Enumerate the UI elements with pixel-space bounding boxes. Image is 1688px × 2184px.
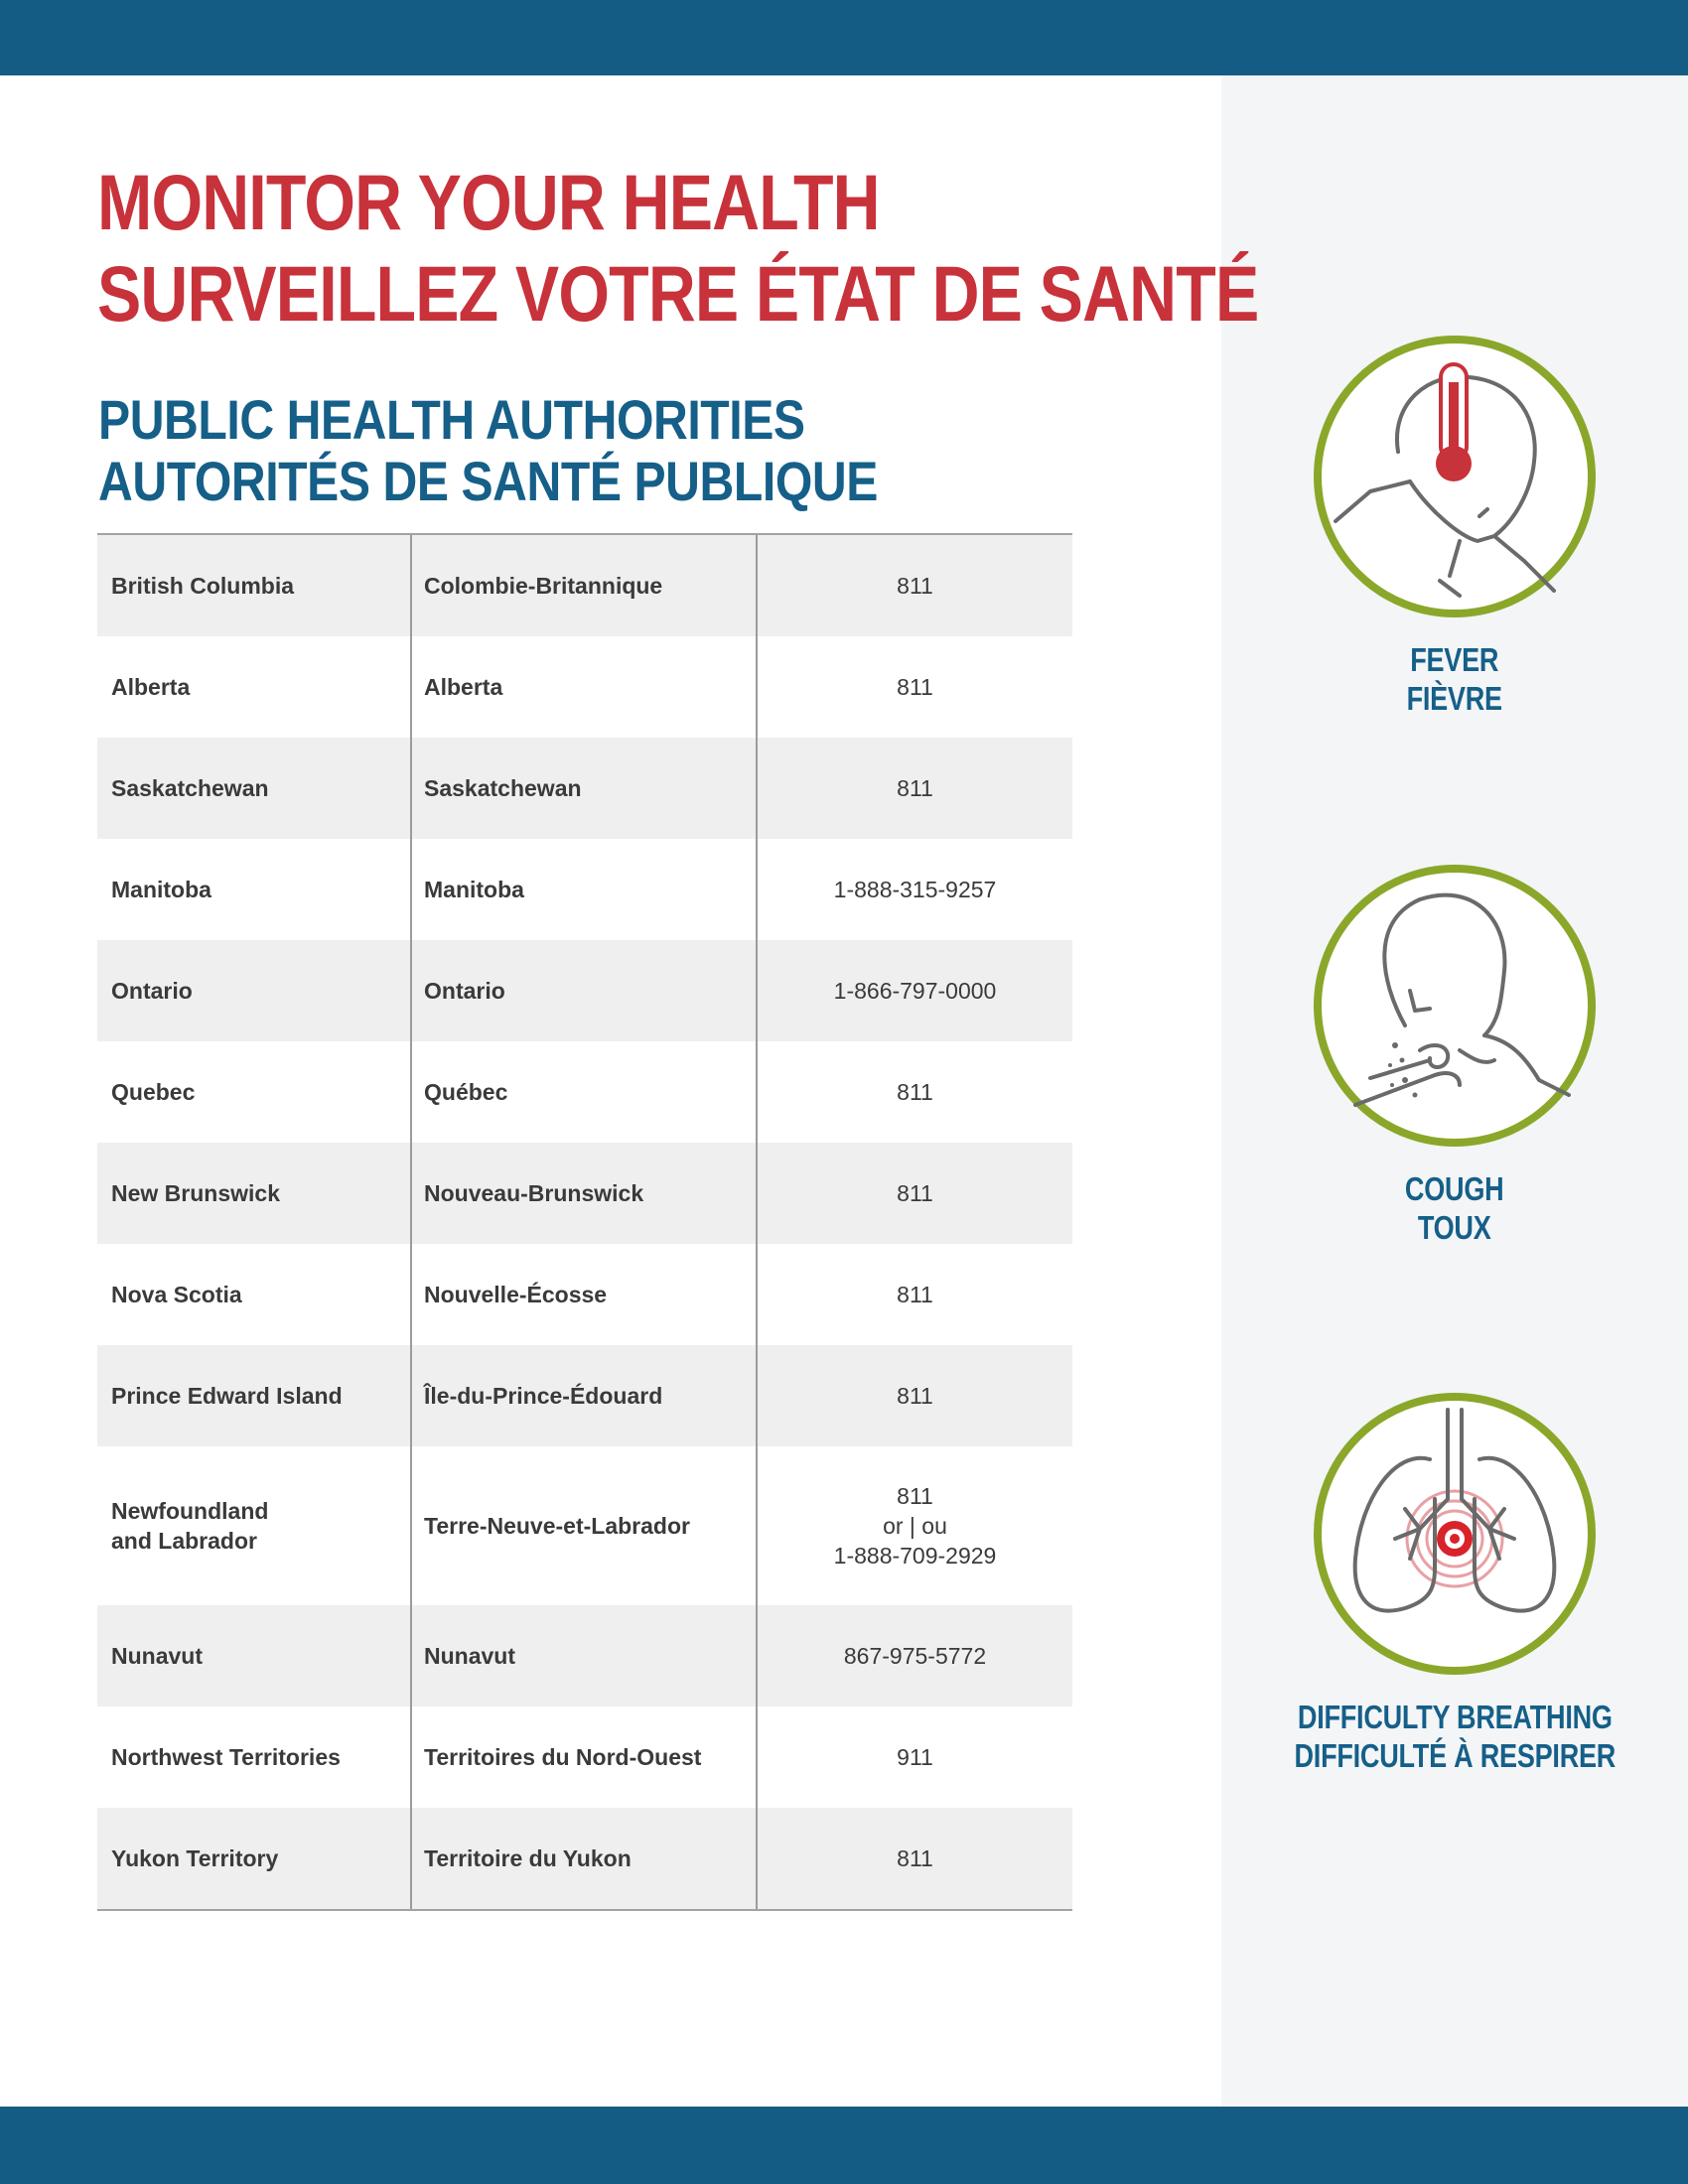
province-fr: Québec <box>410 1041 756 1143</box>
phone-number: 911 <box>756 1706 1072 1808</box>
province-fr: Nunavut <box>410 1605 756 1706</box>
province-en: New Brunswick <box>111 1180 280 1206</box>
province-en: Northwest Territories <box>111 1744 341 1770</box>
phone-number: 811 <box>756 738 1072 839</box>
phone-number <box>756 1446 1072 1605</box>
table-row <box>97 1143 1072 1244</box>
province-fr: Colombie-Britannique <box>410 535 756 636</box>
symptom-breathing <box>1294 1390 1616 1775</box>
table-row <box>97 1706 1072 1808</box>
phone-alt: 1-888-709-2929 <box>833 1543 997 1569</box>
top-bar <box>0 0 1688 75</box>
province-en: Saskatchewan <box>111 775 269 801</box>
province-fr: Alberta <box>410 636 756 738</box>
table-row <box>97 940 1072 1041</box>
province-fr: Nouvelle-Écosse <box>410 1244 756 1345</box>
section-heading-en: PUBLIC HEALTH AUTHORITIES <box>98 388 805 451</box>
page-title-en: MONITOR YOUR HEALTH <box>97 158 880 246</box>
province-fr: Ontario <box>410 940 756 1041</box>
page-title-fr: SURVEILLEZ VOTRE ÉTAT DE SANTÉ <box>97 249 1259 338</box>
table-row <box>97 738 1072 839</box>
province-en: British Columbia <box>111 573 295 599</box>
symptom-fever <box>1311 333 1599 718</box>
symptom-label: FEVER FIÈVRE <box>1406 641 1503 717</box>
phone-number: 1-866-797-0000 <box>756 940 1072 1041</box>
table-row <box>97 1446 1072 1605</box>
table-row <box>97 1244 1072 1345</box>
section-heading-fr: AUTORITÉS DE SANTÉ PUBLIQUE <box>98 450 878 512</box>
table-row <box>97 1808 1072 1909</box>
lungs-icon <box>1311 1390 1599 1678</box>
province-en: Nunavut <box>111 1643 203 1669</box>
province-fr: Manitoba <box>410 839 756 940</box>
phone-number: 811 <box>756 1808 1072 1909</box>
table-row <box>97 535 1072 636</box>
province-en: Yukon Territory <box>111 1845 279 1871</box>
symptom-label: DIFFICULTY BREATHING DIFFICULTÉ À RESPIRER <box>1294 1699 1616 1774</box>
fever-icon <box>1311 333 1599 620</box>
province-en: Alberta <box>111 674 191 700</box>
section-heading <box>98 389 878 512</box>
province-en: Prince Edward Island <box>111 1383 343 1409</box>
province-fr: Territoire du Yukon <box>410 1808 756 1909</box>
table-row <box>97 636 1072 738</box>
table-row <box>97 839 1072 940</box>
phone-number: 811 <box>756 1244 1072 1345</box>
table-row <box>97 1345 1072 1446</box>
province-fr: Île-du-Prince-Édouard <box>410 1345 756 1446</box>
province-en: Quebec <box>111 1079 196 1105</box>
province-fr: Nouveau-Brunswick <box>410 1143 756 1244</box>
phone-number: 811 <box>756 636 1072 738</box>
symptom-cough <box>1311 862 1599 1247</box>
table-row <box>97 1041 1072 1143</box>
phone-primary: 811 <box>897 1483 933 1509</box>
province-fr: Terre-Neuve-et-Labrador <box>410 1446 756 1605</box>
phone-number: 811 <box>756 1345 1072 1446</box>
province-en: Nova Scotia <box>111 1282 242 1307</box>
province-fr: Saskatchewan <box>410 738 756 839</box>
province-fr: Territoires du Nord-Ouest <box>410 1706 756 1808</box>
bottom-bar <box>0 2107 1688 2184</box>
province-en: Manitoba <box>111 877 211 902</box>
phone-or: or | ou <box>883 1513 947 1539</box>
phone-number: 811 <box>756 1041 1072 1143</box>
phone-number: 811 <box>756 535 1072 636</box>
phone-number: 1-888-315-9257 <box>756 839 1072 940</box>
phone-number: 867-975-5772 <box>756 1605 1072 1706</box>
province-en: Newfoundland and Labrador <box>111 1498 269 1554</box>
authorities-table <box>97 533 1072 1911</box>
symptom-label: COUGH TOUX <box>1405 1170 1504 1246</box>
phone-number: 811 <box>756 1143 1072 1244</box>
table-row <box>97 1605 1072 1706</box>
cough-icon <box>1311 862 1599 1150</box>
page-title <box>97 157 1258 340</box>
province-en: Ontario <box>111 978 193 1004</box>
